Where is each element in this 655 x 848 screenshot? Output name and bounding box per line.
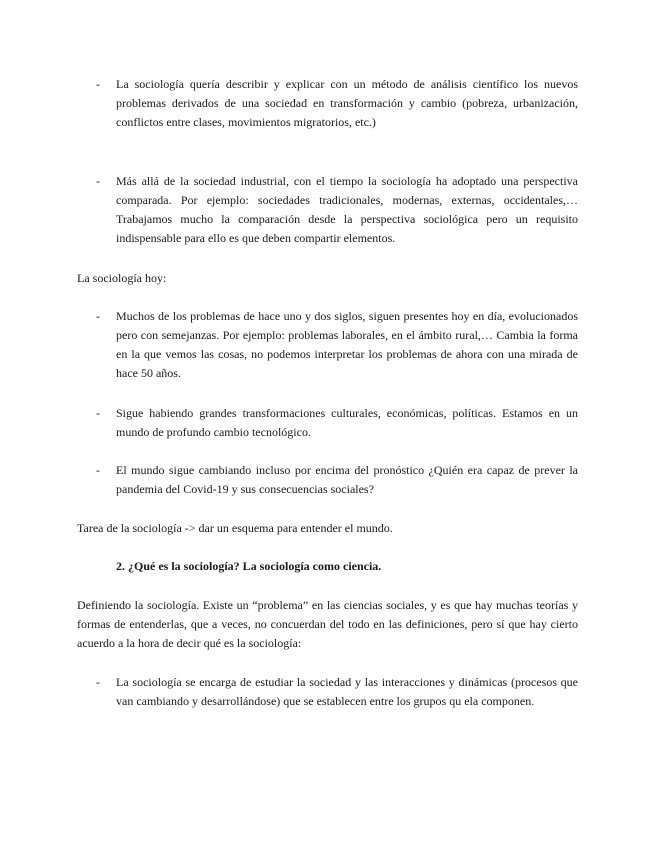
bullet-text: Muchos de los problemas de hace uno y dos siglos, siguen presentes hoy en día, evolucionados pero con semejanzas. Por ejemplo: problemas laborales, en el ámbito rural,… Cambia la forma en la que vemos las cosas, no podemos interpretar los problemas de ahora con una mirada de hace 50 años.: [116, 309, 578, 380]
definition-paragraph: Definiendo la sociología. Existe un “problema” en las ciencias sociales, y es que hay muchas teorías y formas de entenderlas, que a veces, no concuerdan del todo en las definiciones, pero sí que hay cierto acuerdo a la hora de decir qué es la sociología:: [77, 598, 578, 650]
section-heading: 2. ¿Qué es la sociología? La sociología como ciencia.: [116, 559, 382, 573]
bullet-marker: -: [96, 463, 100, 477]
bullet-text: La sociología quería describir y explicar con un método de análisis científico los nuevos problemas derivados de una sociedad en transformación y cambio (pobreza, urbanización, conflictos entre clases, movimientos migratorios, etc.): [116, 77, 578, 129]
bullet-marker: -: [96, 309, 100, 323]
bullet-text: Más allá de la sociedad industrial, con el tiempo la sociología ha adoptado una perspectiva comparada. Por ejemplo: sociedades tradicionales, modernas, externas, occidentales,… Trabajamos mucho la comparación desde la perspectiva sociológica pero un requisito indispensable para ello es que deben compartir elementos.: [116, 174, 578, 245]
bullet-marker: -: [96, 675, 100, 689]
bullet-marker: -: [96, 77, 100, 91]
tarea-paragraph: Tarea de la sociología -> dar un esquema para entender el mundo.: [77, 521, 393, 535]
bullet-marker: -: [96, 174, 100, 188]
section-label: La sociología hoy:: [77, 271, 167, 285]
bullet-text: La sociología se encarga de estudiar la sociedad y las interacciones y dinámicas (procesos que van cambiando y desarrollándose) que se establecen entre los grupos qu ela componen.: [116, 675, 578, 708]
bullet-marker: -: [96, 406, 100, 420]
bullet-text: Sigue habiendo grandes transformaciones culturales, económicas, políticas. Estamos en un mundo de profundo cambio tecnológico.: [116, 406, 578, 439]
bullet-text: El mundo sigue cambiando incluso por encima del pronóstico ¿Quién era capaz de prever la pandemia del Covid-19 y sus consecuencias sociales?: [116, 463, 578, 496]
